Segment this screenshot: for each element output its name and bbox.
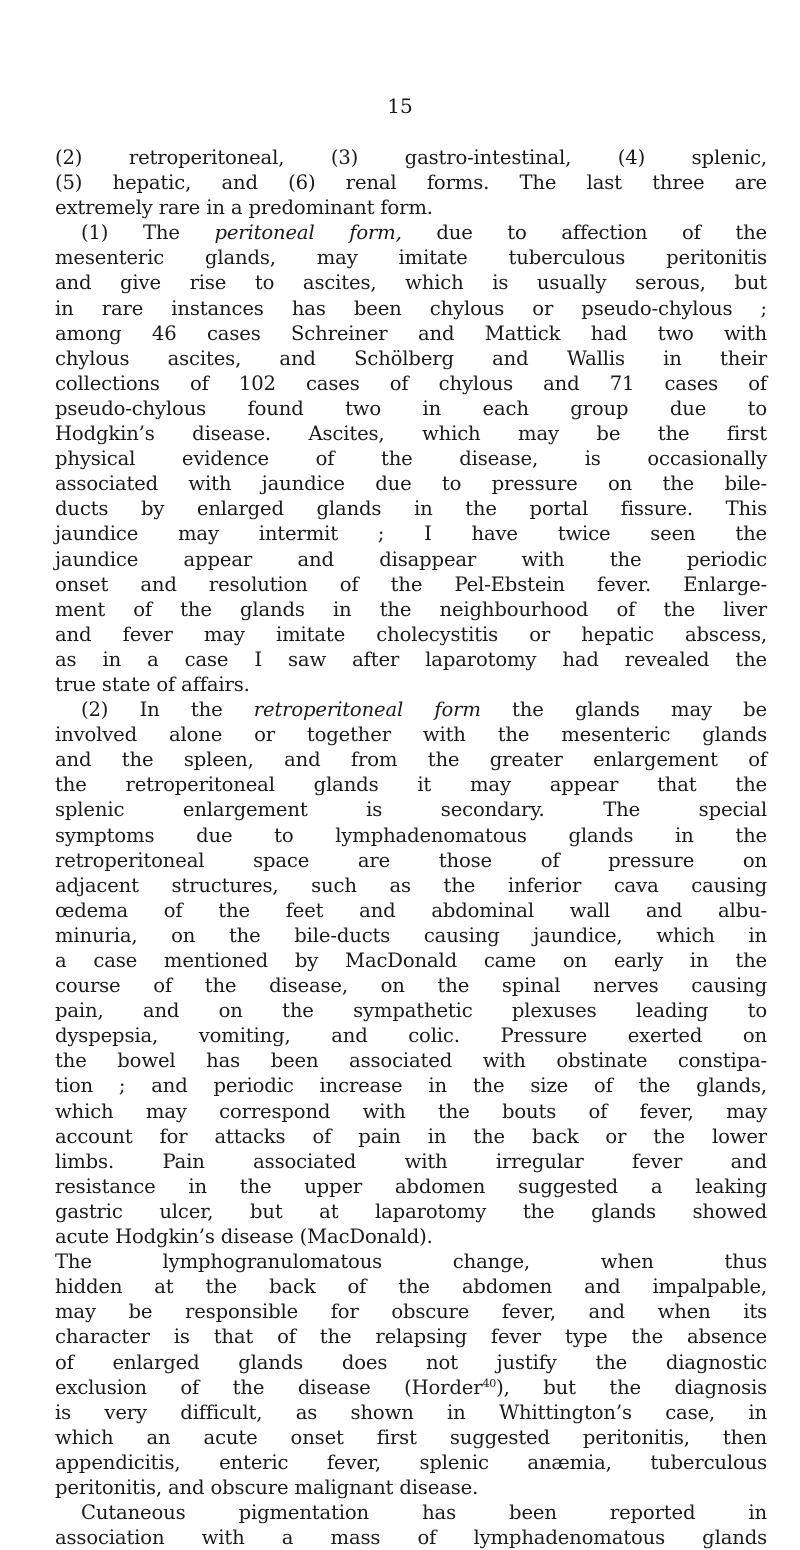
body-text [55,145,767,1550]
text-segment: (1) The [81,221,215,245]
text-line: acute Hodgkin’s disease (MacDonald). [55,1225,433,1249]
text-line: course of the disease, on the spinal nerves causing [55,974,767,998]
text-segment: ), but the diagnosis [496,1375,767,1399]
text-line: adjacent structures, such as the inferior cava causing [55,873,767,897]
text-line: as in a case I saw after laparotomy had revealed the [55,647,767,671]
text-line: symptoms due to lymphadenomatous glands in the [55,823,767,847]
text-line: peritonitis, and obscure malignant disease. [55,1475,479,1499]
text-line: retroperitoneal space are those of pressure on [55,848,767,872]
text-line: Cutaneous pigmentation has been reported in [81,1501,767,1525]
text-line: dyspepsia, vomiting, and colic. Pressure exerted on [55,1024,767,1048]
text-line: and give rise to ascites, which is usually serous, but [55,271,767,295]
text-line: jaundice may intermit ; I have twice seen the [55,522,767,546]
text-line: appendicitis, enteric fever, splenic anæmia, tuberculous [55,1450,767,1474]
text-line: pain, and on the sympathetic plexuses leading to [55,999,767,1023]
text-line: the bowel has been associated with obstinate constipa- [55,1049,767,1073]
page-number: 15 [387,94,413,118]
text-line: hidden at the back of the abdomen and impalpable, [55,1275,767,1299]
text-line: tion ; and periodic increase in the size of the glands, [55,1074,767,1098]
text-line: the retroperitoneal glands it may appear that the [55,773,767,797]
text-line: collections of 102 cases of chylous and 71 cases of [55,371,767,395]
text-line: onset and resolution of the Pel-Ebstein fever. Enlarge- [55,572,767,596]
text-line [55,220,767,245]
text-line: ducts by enlarged glands in the portal fissure. This [55,497,767,521]
text-line [55,697,767,722]
text-line: (2) retroperitoneal, (3) gastro-intestinal, (4) splenic, [55,146,767,169]
text-line: association with a mass of lymphadenomatous glands [55,1526,767,1550]
reference-superscript: 40 [482,1376,497,1390]
text-line: among 46 cases Schreiner and Mattick had two with [55,321,767,345]
text-line: true state of affairs. [55,672,250,696]
text-line: gastric ulcer, but at laparotomy the glands showed [55,1199,767,1223]
text-segment: the glands may be [480,698,767,722]
italic-term: retroperitoneal form [253,698,481,722]
text-line: and fever may imitate cholecystitis or hepatic abscess, [55,622,767,646]
text-line: in rare instances has been chylous or pseudo-chylous ; [55,296,767,320]
text-segment: exclusion of the disease (Horder [55,1375,483,1399]
text-line: resistance in the upper abdomen suggested a leaking [55,1174,767,1198]
text-line: may be responsible for obscure fever, and when its [55,1300,767,1324]
text-line: physical evidence of the disease, is occasionally [55,447,767,471]
text-line: and the spleen, and from the greater enlargement of [55,748,767,772]
text-line: chylous ascites, and Schölberg and Wallis in their [55,346,767,370]
text-line: œdema of the feet and abdominal wall and albu- [55,898,767,922]
text-line: extremely rare in a predominant form. [55,196,433,220]
text-line: (5) hepatic, and (6) renal forms. The last three are [55,171,767,195]
text-line: jaundice appear and disappear with the periodic [55,547,767,571]
text-line: mesenteric glands, may imitate tuberculous peritonitis [55,246,767,270]
text-line: involved alone or together with the mesenteric glands [55,723,767,747]
text-line: of enlarged glands does not justify the diagnostic [55,1350,767,1374]
text-line: limbs. Pain associated with irregular fever and [55,1149,767,1173]
text-line: Hodgkin’s disease. Ascites, which may be the first [55,422,767,446]
text-line: is very difficult, as shown in Whittington’s case, in [55,1400,767,1424]
text-line: ment of the glands in the neighbourhood of the liver [55,597,767,621]
italic-term: peritoneal form, [214,221,402,245]
text-line: associated with jaundice due to pressure on the bile- [55,472,767,496]
text-line: account for attacks of pain in the back or the lower [55,1124,767,1148]
text-line: splenic enlargement is secondary. The special [55,798,767,822]
text-line: The lymphogranulomatous change, when thus [55,1250,767,1274]
text-line [55,1375,767,1400]
text-line: which may correspond with the bouts of fever, may [55,1099,767,1123]
text-line: a case mentioned by MacDonald came on early in the [55,949,767,972]
text-segment: (2) In the [81,698,254,722]
text-segment: due to affection of the [401,221,767,245]
text-line: pseudo-chylous found two in each group due to [55,396,767,420]
text-line: character is that of the relapsing fever type the absence [55,1325,767,1349]
text-line: minuria, on the bile-ducts causing jaundice, which in [55,923,767,947]
text-line: which an acute onset first suggested peritonitis, then [55,1425,767,1449]
